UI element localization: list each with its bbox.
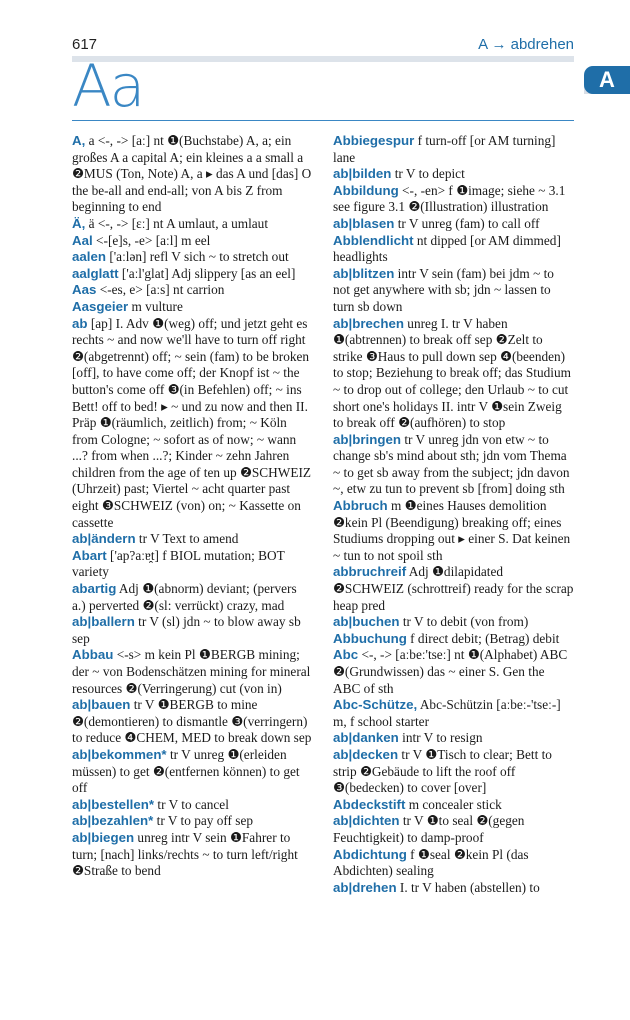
dictionary-entry: Aasgeier m vulture: [72, 298, 183, 314]
dictionary-entry: ab [ap] I. Adv ❶(weg) off; und jetzt geht es rechts ~ and now we'll have to turn off right ❷(abgetrennt) off; ~ sein (fam) to be broken [off], to have come off; der Knopf ist ~ the button's come off ❸(in Befehlen) off; ~ ins Bett! off to bed! ▸ ~ und zu now and then II. Präp ❶(räumlich, zeitlich) from; ~ Köln from Cologne; ~ sofort as of now; ~ wann ...? from when ...?; Kinder ~ zehn Jahren children from the age of ten up ❷SCHWEIZ (Uhrzeit) past; Viertel ~ acht quarter past eight ❸SCHWEIZ (von) on; ~ Kassette on cassette: [72, 315, 312, 530]
dictionary-entry: ab|ändern tr V Text to amend: [72, 531, 239, 547]
dictionary-entry: ab|decken tr V ❶Tisch to clear; Bett to strip ❷Gebäude to lift the roof off ❸(bedecken) to cover [over]: [333, 746, 552, 796]
headword: ab|biegen: [72, 829, 135, 845]
dictionary-entry: aalen ['aːlən] refl V sich ~ to stretch out: [72, 249, 289, 265]
headword: Abdichtung: [333, 846, 407, 862]
headword: Abbuchung: [333, 630, 407, 646]
dictionary-entry: ab|bekommen* tr V unreg ❶(erleiden müssen) to get ❷(entfernen können) to get off: [72, 746, 300, 796]
dictionary-entry: Ä, ä <-, -> [ɛː] nt A umlaut, a umlaut: [72, 215, 269, 231]
dictionary-entry: Aas <-es, e> [aːs] nt carrion: [72, 282, 225, 298]
headword: ab: [72, 315, 88, 331]
headword: Aasgeier: [72, 298, 129, 314]
headword: Abc-Schütze,: [333, 697, 418, 713]
dictionary-entry: ab|bauen tr V ❶BERGB to mine ❷(demontieren) to dismantle ❸(verringern) to reduce ❹CHEM, MED to break down sep: [72, 697, 312, 746]
headword: Ä,: [72, 215, 86, 231]
dictionary-entry: ab|bestellen* tr V to cancel: [72, 796, 229, 812]
dictionary-entry: aalglatt ['aːl'glat] Adj slippery [as an eel]: [72, 265, 296, 281]
headword: ab|blasen: [333, 215, 395, 231]
section-letter: Aa: [72, 52, 144, 120]
headword: Abart: [72, 547, 107, 563]
headword: ab|blitzen: [333, 265, 395, 281]
dictionary-entry: Abblendlicht nt dipped [or AM dimmed] headlights: [333, 232, 561, 265]
dictionary-entry: A, a <-, -> [aː] nt ❶(Buchstabe) A, a; ein großes A a capital A; ein kleines a a small a ❷MUS (Ton, Note) A, a ▸ das A und [das] O the be-all and end-all; von A bis Z from beginning to end: [72, 133, 312, 215]
dictionary-entry: ab|biegen unreg intr V sein ❶Fahrer to turn; [nach] links/rechts ~ to turn left/right ❷Straße to bend: [72, 829, 298, 879]
headword: ab|buchen: [333, 614, 400, 630]
thumb-index-tab: A: [584, 66, 630, 94]
page-number: 617: [72, 36, 98, 53]
headword: ab|danken: [333, 730, 399, 746]
headword: Abc: [333, 647, 359, 663]
header-rule: [72, 56, 574, 62]
headword: Aal: [72, 232, 93, 248]
dictionary-entry: Abbau <-s> m kein Pl ❶BERGB mining; der ~ von Bodenschätzen mining for mineral resources ❷(Verringerung) cut (von in): [72, 647, 311, 696]
guide-words: A → abdrehen: [478, 36, 574, 53]
dictionary-entry: Abc-Schütze, Abc-Schützin [aːbeː-'tseː-] m, f school starter: [333, 697, 561, 729]
headword: Abbruch: [333, 498, 388, 514]
section-rule: [72, 120, 574, 121]
dictionary-entry: ab|bringen tr V unreg jdn von etw ~ to change sb's mind about sth; jdn vom Thema ~ to get sb away from the subject; jdn davon ~, etw zu tun to prevent sb [from] doing sth: [333, 431, 570, 497]
headword: ab|ändern: [72, 531, 136, 547]
dictionary-entry: ab|drehen I. tr V haben (abstellen) to: [333, 879, 540, 895]
headword: Abdeckstift: [333, 796, 406, 812]
dictionary-entry: ab|dichten tr V ❶to seal ❷(gegen Feuchtigkeit) to damp-proof: [333, 813, 525, 845]
dictionary-entry: Abdeckstift m concealer stick: [333, 796, 502, 812]
headword: ab|bezahlen*: [72, 813, 154, 829]
headword: Abblendlicht: [333, 232, 414, 248]
dictionary-entry: ab|bezahlen* tr V to pay off sep: [72, 813, 254, 829]
dictionary-entry: Abc <-, -> [aːbeː'tseː] nt ❶(Alphabet) ABC ❷(Grundwissen) das ~ einer S. Gen the ABC of sth: [333, 647, 568, 696]
headword: ab|decken: [333, 746, 399, 762]
headword: Abbildung: [333, 182, 399, 198]
dictionary-entry: abbruchreif Adj ❶dilapidated ❷SCHWEIZ (schrottreif) ready for the scrap heap pred: [333, 564, 574, 613]
headword: ab|dichten: [333, 813, 400, 829]
headword: Aas: [72, 282, 97, 298]
dictionary-entry: ab|blasen tr V unreg (fam) to call off: [333, 215, 540, 231]
headword: ab|ballern: [72, 614, 135, 630]
headword: ab|bilden: [333, 166, 392, 182]
headword: ab|bringen: [333, 431, 401, 447]
dictionary-entry: ab|buchen tr V to debit (von from): [333, 614, 529, 630]
headword: Abbiegespur: [333, 133, 415, 148]
headword: ab|brechen: [333, 315, 404, 331]
dictionary-entry: ab|blitzen intr V sein (fam) bei jdm ~ to not get anywhere with sb; jdn ~ lassen to turn sb down: [333, 265, 554, 314]
dictionary-entry: ab|brechen unreg I. tr V haben ❶(abtrennen) to break off sep ❷Zelt to strike ❸Haus to pull down sep ❹(beenden) to stop; Beziehung to break off; das Studium ~ to drop out of college; den Urlaub ~ to cut short one's holidays II. intr V ❶sein Zweig to break off ❷(aufhören) to stop: [333, 315, 571, 431]
headword: abartig: [72, 581, 117, 597]
dictionary-entry: abartig Adj ❶(abnorm) deviant; (pervers a.) perverted ❷(sl: verrückt) crazy, mad: [72, 581, 297, 613]
right-column: [333, 133, 574, 896]
headword: ab|bekommen*: [72, 746, 167, 762]
headword: aalglatt: [72, 265, 119, 281]
dictionary-entry: ab|ballern tr V (sl) jdn ~ to blow away sb sep: [72, 614, 301, 646]
headword: aalen: [72, 249, 107, 265]
dictionary-entry: ab|bilden tr V to depict: [333, 166, 465, 182]
dictionary-entry: ab|danken intr V to resign: [333, 730, 483, 746]
headword: ab|bestellen*: [72, 796, 155, 812]
left-column: [72, 133, 313, 880]
headword: abbruchreif: [333, 564, 407, 580]
dictionary-entry: Abbildung <-, -en> f ❶image; siehe ~ 3.1 see figure 3.1 ❷(Illustration) illustration: [333, 182, 566, 215]
dictionary-entry: Aal <-[e]s, -e> [aːl] m eel: [72, 232, 211, 248]
headword: Abbau: [72, 647, 114, 663]
dictionary-entry: Abbruch m ❶eines Hauses demolition ❷kein Pl (Beendigung) breaking off; eines Studiums dropping out ▸ einer S. Dat keinen ~ tun to not spoil sth: [333, 498, 571, 563]
dictionary-entry: Abbuchung f direct debit; (Betrag) debit: [333, 630, 560, 646]
headword: ab|bauen: [72, 697, 131, 713]
dictionary-entry: Abdichtung f ❶seal ❷kein Pl (das Abdichten) sealing: [333, 846, 529, 879]
dictionary-entry: Abart ['ap?aːɐ̯t] f BIOL mutation; BOT variety: [72, 547, 285, 580]
headword: A,: [72, 133, 86, 148]
dictionary-entry: Abbiegespur f turn-off [or AM turning] lane: [333, 133, 556, 165]
headword: ab|drehen: [333, 879, 397, 895]
